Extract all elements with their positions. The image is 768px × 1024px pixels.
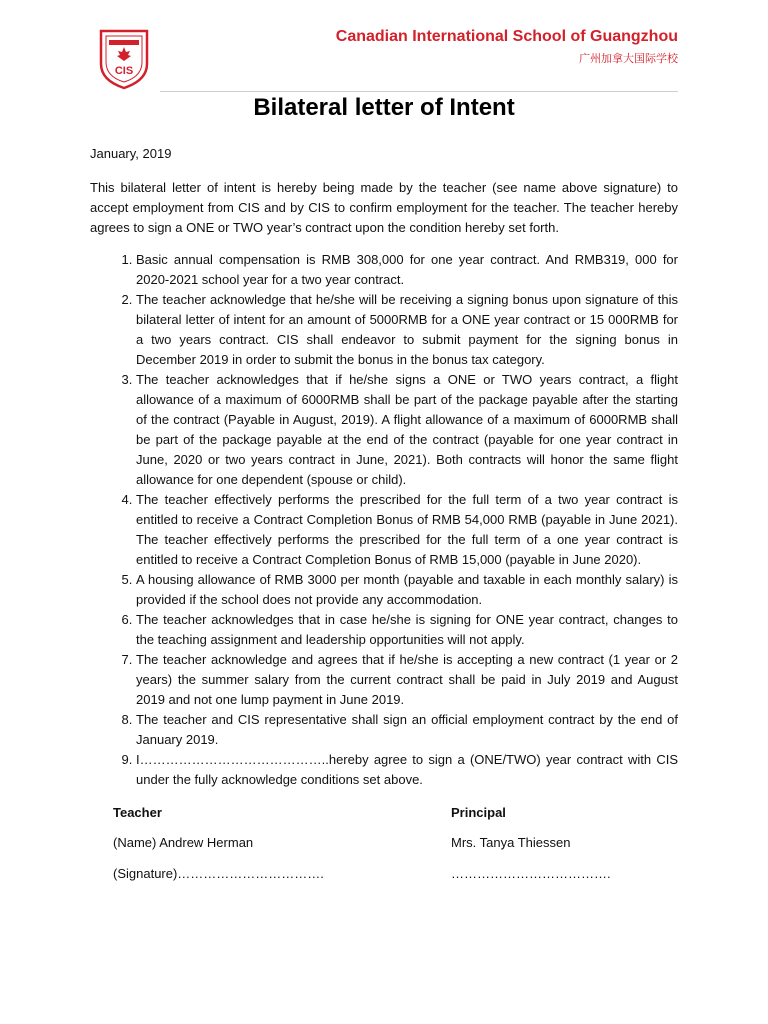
logo-text: CIS	[114, 65, 134, 77]
term-item: 7. The teacher acknowledge and agrees that if he/she is accepting a new contract (1 year or 2 years) the summer salary from the current contract shall be paid in July 2019 and August 2019 and not one lump payment in June 2019.	[136, 650, 678, 710]
school-name-english: Canadian International School of Guangzhou	[335, 28, 678, 45]
term-item: 2. The teacher acknowledge that he/she will be receiving a signing bonus upon signature of this bilateral letter of intent for an amount of 5000RMB for a ONE year contract or 15 000RMB for a two years contract. CIS shall endeavor to submit payment for the signing bonus in December 2019 in order to submit the bonus in the bonus tax category.	[136, 290, 678, 370]
letter-date: January, 2019	[90, 146, 172, 161]
document-title: Bilateral letter of Intent	[253, 94, 515, 121]
teacher-name: (Name) Andrew Herman	[113, 835, 254, 850]
terms-list	[90, 250, 678, 790]
term-item: 5. A housing allowance of RMB 3000 per month (payable and taxable in each monthly salary) is provided if the school does not provide any accommodation.	[136, 570, 678, 610]
term-item: 4. The teacher effectively performs the prescribed for the full term of a two year contract is entitled to receive a Contract Completion Bonus of RMB 54,000 RMB (payable in June 2021). The teacher effectively performs the prescribed for the full term of a one year contract is entitled to receive a Contract Completion Bonus of RMB 15,000 (payable in June 2020).	[136, 490, 678, 570]
term-item: 9. I……………………………………..hereby agree to sign a (ONE/TWO) year contract with CIS under the fully acknowledge conditions set above.	[136, 750, 678, 790]
teacher-heading: Teacher	[113, 805, 162, 820]
letterhead	[90, 18, 678, 96]
principal-signature-line: ……………………………….	[451, 866, 611, 881]
principal-name: Mrs. Tanya Thiessen	[451, 835, 571, 850]
principal-heading: Principal	[451, 805, 506, 820]
term-item: 3. The teacher acknowledges that if he/she signs a ONE or TWO years contract, a flight allowance of a maximum of 6000RMB shall be part of the package payable after the starting of the contract (Payable in August, 2019). A flight allowance of a maximum of 6000RMB shall be part of the package payable at the end of the contract (payable for one year contract in June, 2020 or two years contract in June, 2021). Both contracts will honor the same flight allowance for one dependent (spouse or child).	[136, 370, 678, 490]
term-item: 1. Basic annual compensation is RMB 308,000 for one year contract. And RMB319, 000 for 2020-2021 school year for a two year contract.	[136, 250, 678, 290]
intro-paragraph: This bilateral letter of intent is hereby being made by the teacher (see name above signature) to accept employment from CIS and by CIS to confirm employment for the teacher. The teacher hereby agrees to sign a ONE or TWO year’s contract upon the condition hereby set forth.	[90, 180, 678, 235]
school-crest-logo	[98, 28, 150, 90]
teacher-signature-line: (Signature)…………………………….	[113, 866, 324, 881]
term-item: 8. The teacher and CIS representative shall sign an official employment contract by the end of January 2019.	[136, 710, 678, 750]
header-divider	[160, 91, 678, 92]
school-name-chinese: 广州加拿大国际学校	[579, 53, 678, 65]
term-item: 6. The teacher acknowledges that in case he/she is signing for ONE year contract, changes to the teaching assignment and leadership opportunities will not apply.	[136, 610, 678, 650]
